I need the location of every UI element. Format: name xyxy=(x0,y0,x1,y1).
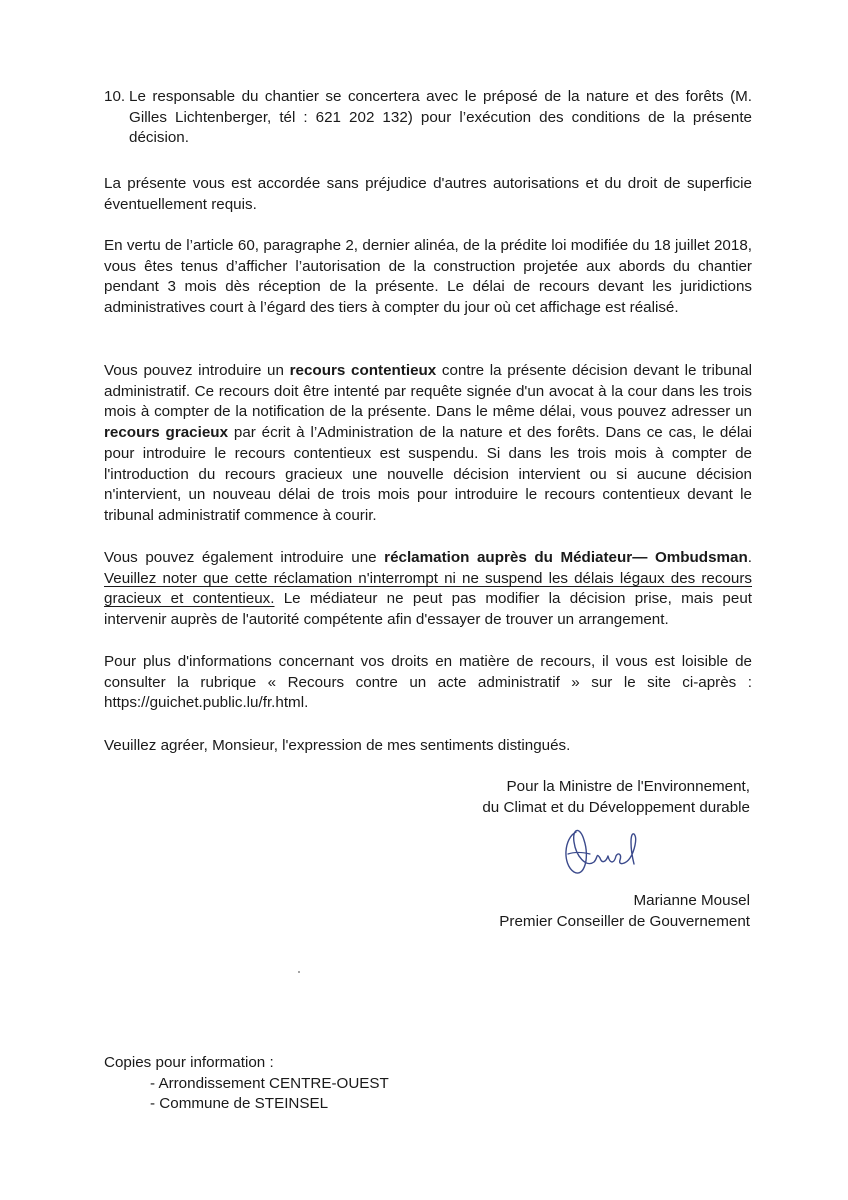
paragraph-autorisations: La présente vous est accordée sans préjudice d'autres autorisations et du droit de superficie éventuellement requis. xyxy=(104,175,752,213)
text-span: Le médiateur ne peut pas modifier la décision prise, mais peut intervenir auprès de l'autorité compétente afin d'essayer de trouver un arrangement. xyxy=(104,590,752,629)
copies-item: - Arrondissement CENTRE-OUEST xyxy=(150,1074,389,1092)
paragraph-mediateur xyxy=(104,548,752,631)
paragraph-salutation: Veuillez agréer, Monsieur, l'expression de mes sentiments distingués. xyxy=(104,737,571,754)
bold-mediateur: réclamation auprès du Médiateur— Ombudsman xyxy=(384,549,748,566)
bold-recours-gracieux: recours gracieux xyxy=(104,424,229,442)
text-span: Vous pouvez introduire un xyxy=(104,362,290,379)
text-span: par écrit à l’Administration de la nature et des forêts. Dans ce cas, le délai pour introduire le recours contentieux est suspendu. Si dans les trois mois à compter de l'introduction du recours gracieux une nouvelle décision intervient ou si aucune décision n'intervient, un nouveau délai de trois mois pour introduire le recours contentieux devant le tribunal administratif commence à courir. xyxy=(104,424,753,524)
signature-line-2: du Climat et du Développement durable xyxy=(482,799,750,816)
copies-heading: Copies pour information : xyxy=(104,1054,274,1071)
underlined-note: Veuillez noter que cette réclamation n'interrompt ni ne suspend les délais légaux des recours gracieux et contentieux. xyxy=(104,569,752,608)
bold-recours-contentieux: recours contentieux xyxy=(289,362,437,379)
item-text: Le responsable du chantier se concertera avec le préposé de la nature et des forêts (M. Gilles Lichtenberger, tél : 621 202 132) pour l’exécution des conditions de la présente décision. xyxy=(129,88,752,147)
signatory-name: Marianne Mousel xyxy=(633,892,750,909)
scan-speck xyxy=(298,971,300,973)
copies-section xyxy=(104,1053,389,1115)
signatory-title: Premier Conseiller de Gouvernement xyxy=(499,913,750,930)
text-span: Vous pouvez également introduire une xyxy=(104,549,385,566)
numbered-item-10 xyxy=(104,87,752,149)
copies-item: - Commune de STEINSEL xyxy=(150,1095,329,1113)
paragraph-informations: Pour plus d'informations concernant vos droits en matière de recours, il vous est loisible de consulter la rubrique « Recours contre un acte administratif » sur le site ci-après : https://guichet.public.lu/fr.html. xyxy=(104,653,752,712)
paragraph-recours xyxy=(104,361,752,527)
handwritten-signature xyxy=(560,818,650,890)
signature-line-1: Pour la Ministre de l'Environnement, xyxy=(506,778,750,795)
text-span: contre la présente décision devant le tribunal administratif. Ce recours doit être intenté par requête signée d'un avocat à la cour dans les trois mois à compter de la notification de la présente. Dans le même délai, vous pouvez adresser un xyxy=(104,362,752,421)
paragraph-affichage: En vertu de l’article 60, paragraphe 2, dernier alinéa, de la prédite loi modifiée du 18 juillet 2018, vous êtes tenus d’afficher l’autorisation de la construction projetée aux abords du chantier pendant 3 mois dès réception de la présente. Le délai de recours devant les juridictions administratives court à l’égard des tiers à compter du jour où cet affichage est réalisé. xyxy=(104,237,752,317)
text-span: . xyxy=(747,549,752,566)
item-number: 10. xyxy=(104,88,126,105)
